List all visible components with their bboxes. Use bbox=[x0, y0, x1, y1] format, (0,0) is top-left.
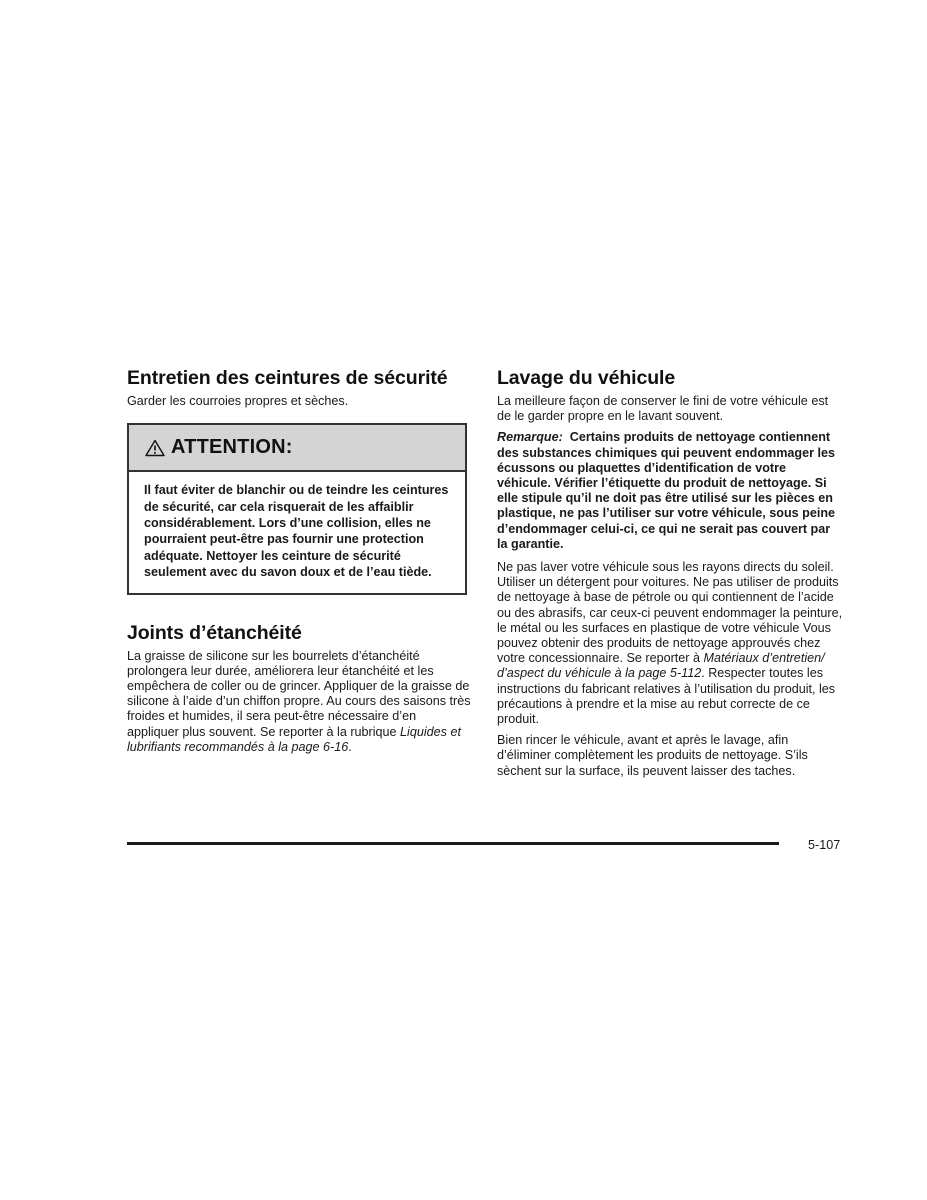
washing-intro: La meilleure façon de conserver le fini de votre véhicule est de le garder propre en le lavant souvent. bbox=[497, 394, 829, 424]
vehicle-washing-heading: Lavage du véhicule bbox=[497, 367, 676, 389]
note-label: Remarque: bbox=[497, 430, 563, 445]
seatbelt-care-intro: Garder les courroies propres et sèches. bbox=[127, 394, 349, 408]
seals-reference-link[interactable]: Liquides et lubrifiants recommandés à la page 6-16 bbox=[127, 724, 461, 754]
washing-paragraph-2-text: Ne pas laver votre véhicule sous les rayons directs du soleil. Utiliser un détergent pour voitures. Ne pas utiliser de produits de nettoyage à base de pétrole ou qui contiennent de l’acide ou des abrasifs, car ceux-ci peuvent endommager la peinture, le métal ou les surfaces en plastique de votre véhicule Vous pouvez obtenir des produits de nettoyage approuvés chez votre concessionnaire. Se reporter à bbox=[497, 560, 843, 666]
materials-reference-link[interactable]: Matériaux d’entretien/ d’aspect du véhicule à la page 5-112 bbox=[497, 651, 825, 681]
washing-paragraph-2-end: . Respecter toutes les instructions du fabricant relatives à l’utilisation du produit, les précautions à prendre et la mise au rebut correcte de ce produit. bbox=[497, 666, 836, 727]
seals-heading: Joints d’étanchéité bbox=[127, 621, 302, 644]
washing-paragraph-3: Bien rincer le véhicule, avant et après le lavage, afin d’éliminer complètement les produits de nettoyage. S’ils sèchent sur la surface, ils peuvent laisser des taches. bbox=[497, 733, 808, 778]
attention-header bbox=[129, 425, 465, 472]
attention-title: ATTENTION: bbox=[171, 436, 293, 459]
seals-paragraph bbox=[127, 649, 471, 755]
washing-paragraph-2 bbox=[497, 560, 843, 727]
warning-triangle-icon bbox=[145, 439, 165, 457]
page-number: 5-107 bbox=[808, 838, 841, 852]
left-column bbox=[127, 366, 471, 761]
attention-box bbox=[127, 423, 467, 594]
right-column bbox=[497, 366, 843, 785]
seals-text-end: . bbox=[348, 739, 352, 754]
washing-note bbox=[497, 430, 843, 552]
attention-text: Il faut éviter de blanchir ou de teindre les ceintures de sécurité, car cela risquerait de les affaiblir considérablement. Lors d’une collision, elles ne pourraient peut-être pas fournir une protection adéquate. Nettoyer les ceinture de sécurité seulement avec du savon doux et de l’eau tiède. bbox=[144, 483, 449, 580]
seatbelt-care-heading: Entretien des ceintures de sécurité bbox=[127, 367, 448, 389]
attention-body bbox=[129, 472, 465, 592]
note-text: Certains produits de nettoyage contiennent des substances chimiques qui peuvent endommager les écussons ou plaquettes d’identification de votre véhicule. Vérifier l’étiquette du produit de nettoyage. Si elle stipule qu’il ne doit pas être utilisé sur les pièces en plastique, ne pas l’utiliser sur votre véhicule, sous peine d’endommager celui-ci, ce qui ne serait pas couvert par la garantie. bbox=[497, 430, 836, 551]
seals-text: La graisse de silicone sur les bourrelets d’étanchéité prolongera leur durée, améliorera leur étanchéité et les empêchera de coller ou de grincer. Appliquer de la graisse de silicone à l’aide d’un chiffon propre. Au cours des saisons très froides et humides, il sera peut-être nécessaire d’en appliquer plus souvent. Se reporter à la rubrique bbox=[127, 648, 471, 739]
footer-rule bbox=[127, 842, 779, 845]
